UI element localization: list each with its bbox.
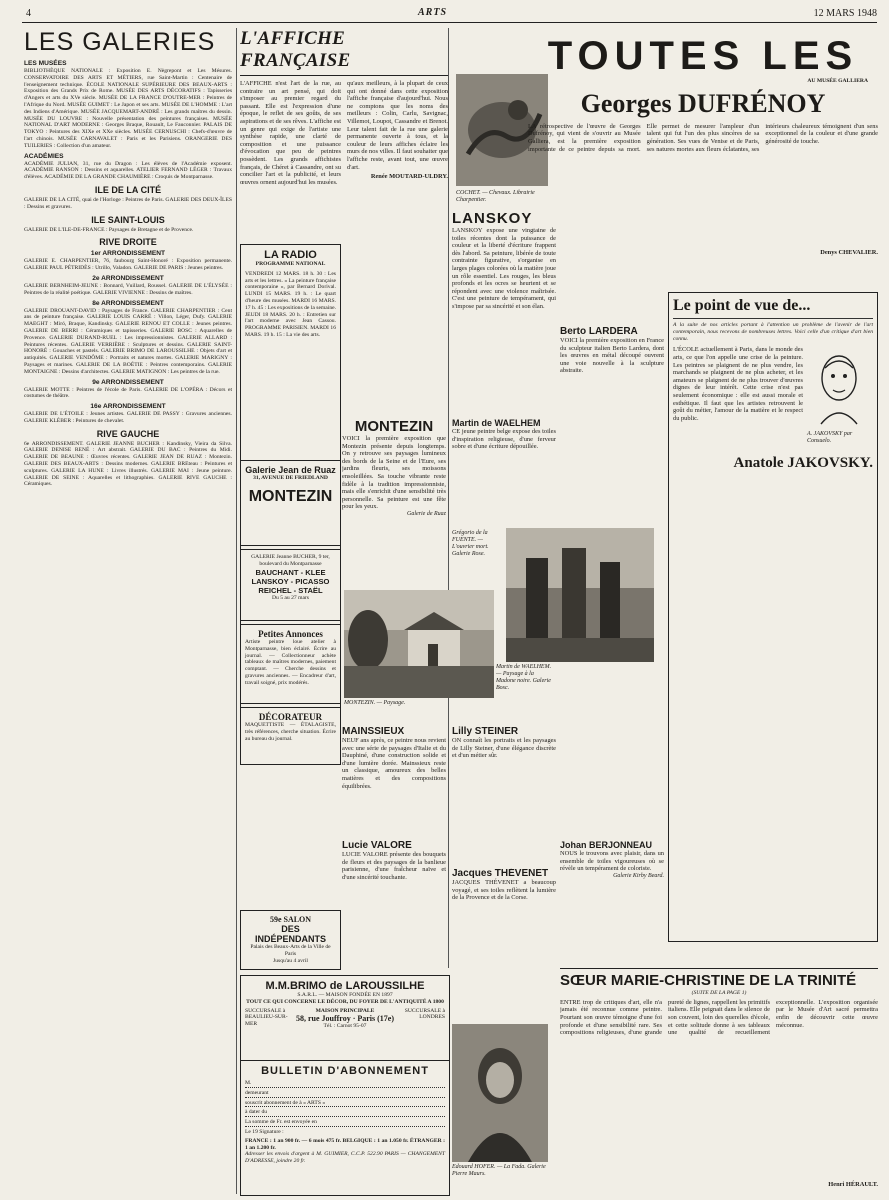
cite-text: GALERIE DE LA CITÉ, quai de l'Horloge : Peintres de Paris. GALERIE DES DEUX-ÎLES : Dessins et gravures. xyxy=(24,196,232,210)
decorateur-title: DÉCORATEUR xyxy=(258,712,323,722)
publication-name: ARTS xyxy=(418,7,448,18)
point-text: L'ÉCOLE actuellement à Paris, dans le monde des arts, ce que l'on appelle une crise de la peinture. Les peintres se plaignent de ne plus vendre, les marchands se plaignent de ne plus acheter, et les amateurs se plaignent de ne plus trouver d'œuvres dignes de leur intérêt. Cette crise n'est pas seulement économique : elle est aussi morale et esthétique. Il faut que les artistes retrouvent le goût du métier, l'amour de la matière et le respect du public. xyxy=(673,346,803,422)
dufrenoy-subtitle: AU MUSÉE GALLIERA xyxy=(807,78,868,84)
musees-text: BIBLIOTHÈQUE NATIONALE : Exposition E. Nègrepont et Les Mésures. CONSERVATOIRE DES ARTS ET MÉTIERS, rue Saint-Martin : Centenaire de l'enseignement technique. ÉCOLE NATIONALE SUPÉRIEURE DES BEAUX-ARTS : Exposition des Grands Prix de Rome. MUSÉE DES ARTS DÉCORATIFS : Tapisseries d'Angers et arts du XVe siècle. MUSÉE DE LA FRANCE D'OUTRE-MER : Peintres de l'Afrique du Nord. MUSÉE GUIMET : Le Japon et ses arts. MUSÉE DE L'HOMME : L'art des Indiens d'Amérique. MUSÉE JACQUEMART-ANDRÉ : Les grands maîtres du dessin. MUSÉE DU LOUVRE : Nouvelle présentation des peintures françaises. MUSÉE NATIONAL D'ART MODERNE : Georges Braque, Rouault, Le Fauconnier. PALAIS DE TOKYO : Peintures des XIXe et XXe siècles. MUSÉE CERNUSCHI : Chefs-d'œuvre de l'art chinois. MUSÉE CARNAVALET : Paris et les Parisiens. ORANGERIE DES TUILERIES : Collection d'un amateur. xyxy=(24,68,232,149)
brimo-phone: Tél. : Carnot 95-07 xyxy=(323,1023,367,1030)
lanskoy-text: LANSKOY expose une vingtaine de toiles récentes dont la puissance de couleur et la liberté d'écriture frappent dès l'abord. Sa peinture, libérée de toute contrainte figurative, s'organise en larges plages colorées où la matière joue un rôle essentiel. Les rouges, les bleus profonds et les ocres se heurtent et se répondent avec une violence maîtrisée. C'est une peinture de tempérament, qui s'impose par sa sincérité et son élan. xyxy=(452,227,556,310)
marie-text: ENTRE trop de critiques d'art, elle n'a jamais été reconnue comme peintre. Pourtant son œuvre témoigne d'une foi profonde et d'une sensibilité rare. Ses compositions religieuses, d'une grande pureté de lignes, rappellent les primitifs italiens. Elle peignait dans le silence de son couvent, loin des querelles d'école, et cette solitude donne à ses tableaux une qualité de recueillement exceptionnelle. L'exposition organisée par le Musée d'Art sacré permettra enfin de découvrir cette œuvre méconnue. xyxy=(560,998,878,1037)
affiche-text-b: qu'aux meilleurs, à la plupart de ceux qui ont donné dans cette exposition l'affiche française d'aujourd'hui. Nous ne comptons que les noms des meilleurs : Colin, Carlu, Savignac, Villemot, Loupot, Cassandre et Brenot. Leur talent fait de la rue une galerie permanente ouverte à tous, et la couleur de leurs affiches éclaire les murs de nos villes. Il faut souhaiter que l'affiche reste, avant tout, une œuvre d'art. xyxy=(347,80,448,171)
thevenet-section xyxy=(452,868,556,968)
divider-2 xyxy=(448,28,449,968)
salon-number: 59e SALON xyxy=(269,915,312,924)
bulletin-line-3: souscrit abonnement de à « ARTS » xyxy=(245,1100,445,1108)
waelhem-caption: Martin de WAELHEM. — Paysage à la Madone noire. Galerie Bosc. xyxy=(496,664,552,691)
thevenet-text: JACQUES THÉVENET a beaucoup voyagé, et ses toiles reflètent la lumière de la Provence et de la Corse. xyxy=(452,879,556,902)
mainssieux-section xyxy=(342,726,446,836)
lanskoy-title: LANSKOY xyxy=(452,210,533,227)
gregorio-caption: Grégorio de la FUENTE. — L'ouvrier mort. Galerie Rose. xyxy=(452,530,489,557)
waelhem-title: Martin de WAELHEM xyxy=(452,418,541,428)
marie-sub: (SUITE DE LA PAGE 1) xyxy=(691,990,747,996)
dufrenoy-artist-name: Georges DUFRÉNOY xyxy=(580,88,826,118)
jakovsky-portrait-sketch xyxy=(807,346,871,426)
musees-label: LES MUSÉES xyxy=(24,60,67,67)
brimo-address: 58, rue Jouffroy · Paris (17e) xyxy=(295,1014,395,1024)
salon-dates: Jusqu'au 4 avril xyxy=(273,957,308,964)
mainssieux-text: NEUF ans après, ce peintre nous revient avec une série de paysages d'Italie et du Dauphiné, d'une construction solide et d'une lumière dorée. Mainssieux reste un classique, amoureux des belles matières et des compositions équilibrées. xyxy=(342,737,446,790)
decorateur-text: MAQUETTISTE — ÉTALAGISTE, très références, cherche situation. Écrire au bureau du journal. xyxy=(245,722,336,742)
issue-date: 12 MARS 1948 xyxy=(813,8,877,19)
brimo-title: M.M.BRIMO de LAROUSSILHE xyxy=(265,980,425,992)
bulletin-line-2: demeurant xyxy=(245,1090,445,1098)
brimo-ad xyxy=(240,975,450,1063)
bucher-dates: Du 5 au 27 mars xyxy=(272,594,309,601)
affiche-author: Renée MOUTARD-ULDRY. xyxy=(370,173,448,181)
bucher-names-3: REICHEL - STAËL xyxy=(258,585,323,595)
bucher-intro: GALERIE Jeanne BUCHER, 9 ter, boulevard du Montparnasse xyxy=(251,554,330,567)
dufrenoy-headline: TOUTES LES xyxy=(547,36,859,78)
brimo-sub: S.A.R.L. — MAISON FONDÉE EN 1897 xyxy=(297,992,393,998)
ruaz-artist: MONTEZIN xyxy=(248,487,333,505)
brimo-left: SUCCURSALE à BEAULIEU-SUR-MER xyxy=(245,1007,288,1028)
galleries-column xyxy=(24,28,232,1194)
rd2-label: 2e ARRONDISSEMENT xyxy=(92,274,164,282)
steiner-text: ON connaît les portraits et les paysages de Lilly Steiner, d'une élégance discrète et d'un métier sûr. xyxy=(452,737,556,760)
mainssieux-title: MAINSSIEUX xyxy=(342,726,405,737)
radio-subtitle: PROGRAMME NATIONAL xyxy=(255,261,326,267)
montezin-text: VOICI la première exposition que Montezin présente depuis longtemps. On y retrouve ses paysages lumineux des bords de la Seine et de l'Eure, ses jardins fleuris, ses moissons ensoleillées. Sa touche vibrante reste fidèle à la tradition impressionniste, mais elle s'enrichit d'une sensibilité très personnelle. Sa peinture est une fête pour les yeux. xyxy=(342,435,446,511)
rd16-label: 16e ARRONDISSEMENT xyxy=(90,403,166,411)
bergonneau-section xyxy=(560,840,664,958)
point-title: Le point de vue de... xyxy=(673,297,811,314)
rive-droite-label: RIVE DROITE xyxy=(99,237,157,248)
radio-text: VENDREDI 12 MARS. 18 h. 30 : Les arts et les lettres. « La peinture française contemporaine », par Bernard Dorival. LUNDI 15 MARS. 19 h. : Le quart d'heure des musées. MARDI 16 MARS. 17 h. 45 : Les expositions de la semaine. JEUDI 18 MARS. 20 h. : Entretien sur l'art moderne avec Jean Cassou. PROGRAMME PARISIEN. MARDI 16 MARS. 19 h. 15 : La vie des arts. xyxy=(245,270,336,338)
stlouis-label: ILE SAINT-LOUIS xyxy=(91,214,165,225)
rd9-label: 9e ARRONDISSEMENT xyxy=(92,378,164,386)
steiner-section xyxy=(452,726,556,856)
dufrenoy-author: Denys CHEVALIER. xyxy=(820,248,878,256)
bulletin-title: BULLETIN D'ABONNEMENT xyxy=(261,1065,429,1077)
decorateur-box xyxy=(240,707,341,765)
ruaz-address: 31, AVENUE DE FRIEDLAND xyxy=(253,475,328,481)
affiche-title: L'AFFICHE FRANÇAISE xyxy=(240,28,448,76)
annonces-title: Petites Annonces xyxy=(258,629,323,639)
rg-text: 6e ARRONDISSEMENT. GALERIE JEANNE BUCHER : Kandinsky, Vieira da Silva. GALERIE DENISE RENÉ : Art abstrait. GALERIE DU BAC : Peintres du Midi. GALERIE DE BEAUNE : Œuvres récentes. GALERIE JEAN DE RUAZ : Montezin. GALERIE DES BEAUX-ARTS : Dessins modernes. GALERIE BREteau : Peintures et sculptures. GALERIE LA HUNE : Livres illustrés. GALERIE MAI : Jeune peinture. GALERIE DE SEINE : Aquarelles et lithographies. GALERIE RIVE GAUCHE : Céramiques. xyxy=(24,440,232,488)
rd1-label: 1er ARRONDISSEMENT xyxy=(90,250,166,258)
jakovsky-signature: Anatole JAKOVSKY. xyxy=(733,455,873,472)
cite-label: ILE DE LA CITÉ xyxy=(94,184,162,195)
rive-gauche-label: RIVE GAUCHE xyxy=(96,428,160,439)
bulletin-address: Adresser les envois d'argent à M. GUIMIER, C.C.P. 522.90 PARIS — CHANGEMENT D'ADRESSE, joindre 20 fr. xyxy=(245,1151,445,1165)
valore-text: LUCIE VALORE présente des bouquets de fleurs et des paysages de la banlieue parisienne, d'une fraîcheur naïve et d'une sincérité touchante. xyxy=(342,851,446,881)
cochet-caption: COCHET. — Chevaux. Librairie Charpentier. xyxy=(456,190,535,203)
montezin-section xyxy=(342,418,446,588)
bergonneau-title: Johan BERJONNEAU xyxy=(560,840,653,850)
rd8-text: GALERIE DROUANT-DAVID : Paysages de France. GALERIE CHARPENTIER : Cent ans de peinture française. GALERIE LOUIS CARRÉ : Villon, Léger, Dufy. GALERIE MAEGHT : Miró, Braque, Kandinsky. GALERIE RENOU ET COLLE : Jeunes peintres. GALERIE DE BERRI : Céramiques et tapisseries. GALERIE BOSC : Aquarelles de Provence. GALERIE DURAND-RUEL : Les impressionnistes. GALERIE ALLARD : Peintures récentes. GALERIE VERRIÈRE : Sculptures et dessins. GALERIE SAINT-HONORÉ : Gouaches et pastels. GALERIE BRIMO DE LAROUSSILHE : Objets d'art et antiquités. GALERIE VENDÔME : Portraits et natures mortes. GALERIE MARIGNY : Paysages et marines. GALERIE DE LA BOÉTIE : Peintres contemporains. GALERIE MONTAIGNE : Dessins d'architectes. GALERIE MATIGNON : Les peintres de la rue. xyxy=(24,307,232,375)
montezin-title: MONTEZIN xyxy=(354,418,434,435)
galleries-title: LES GALERIES xyxy=(24,28,216,56)
lardera-title: Berto LARDERA xyxy=(560,326,638,337)
annonces-text: Artiste peintre loue atelier à Montparnasse, bien éclairé. Écrire au journal. — Collectionneur achète tableaux de maîtres modernes, paiement comptant. — Cherche dessins et gravures anciennes. — Encadreur d'art, travail soigné, prix modérés. xyxy=(245,639,336,686)
rd2-text: GALERIE BERNHEIM-JEUNE : Bonnard, Vuillard, Roussel. GALERIE DE L'ÉLYSÉE : Peintres de la réalité poétique. GALERIE VIVIENNE : Dessins de maîtres. xyxy=(24,282,232,296)
rd9-text: GALERIE MOTTE : Peintres de l'école de Paris. GALERIE DE L'OPÉRA : Décors et costumes de théâtre. xyxy=(24,386,232,400)
montezin-photo xyxy=(344,590,494,698)
salon-place: Palais des Beaux-Arts de la Ville de Paris xyxy=(250,944,331,957)
bucher-names-2: LANSKOY - PICASSO xyxy=(251,576,330,586)
waelhem-section xyxy=(452,418,556,528)
steiner-title: Lilly STEINER xyxy=(452,726,519,737)
bucher-names-1: BAUCHANT - KLEE xyxy=(255,567,326,577)
academies-text: ACADÉMIE JULIAN, 31, rue du Dragon : Les élèves de l'Académie exposent. ACADÉMIE RANSON : Dessins et aquarelles. ATELIER FERNAND LÉGER : Travaux d'élèves. ACADÉMIE DE LA GRANDE CHAUMIÈRE : Croquis de Montparnasse. xyxy=(24,160,232,181)
hofer-photo xyxy=(452,1024,548,1162)
dufrenoy-section xyxy=(528,36,878,288)
rd16-text: GALERIE DE L'ÉTOILE : Jeunes artistes. GALERIE DE PASSY : Gravures anciennes. GALERIE KLÉBER : Peintures de chevalet. xyxy=(24,411,232,424)
salon-box xyxy=(240,910,341,970)
lardera-text: VOICI la première exposition en France du sculpteur italien Berto Lardera, dont les œuvres en métal découpé ouvrent une voie nouvelle à la sculpture abstraite. xyxy=(560,337,664,375)
ads-stack xyxy=(240,460,341,840)
radio-title: LA RADIO xyxy=(264,249,317,261)
bulletin-rates: FRANCE : 1 an 900 fr. — 6 mois 475 fr. BELGIQUE : 1 an 1.050 fr. ÉTRANGER : 1 an 1.200 fr. xyxy=(245,1137,445,1151)
montezin-credit: Galerie de Ruaz xyxy=(407,510,446,517)
waelhem-text: CE jeune peintre belge expose des toiles d'inspiration religieuse, d'une ferveur sobre et d'une écriture dépouillée. xyxy=(452,428,556,451)
affiche-text-a: L'AFFICHE n'est l'art de la rue, au contraire un art pensé, qui doit s'imposer au premier regard du passant. Elle est l'expression d'une époque, le reflet de ses goûts, de ses aspirations et de ses rêves. L'affiche est un genre qui exige de l'artiste une synthèse rapide, une clarté de composition et une puissance d'évocation que peu de peintres possèdent. Les grands affichistes français, de Chéret à Cassandre, ont su concilier l'art et la publicité, et leurs œuvres ornent aujourd'hui les musées. xyxy=(240,80,341,186)
ruaz-box xyxy=(240,460,341,546)
bulletin-line-4: à dater du xyxy=(245,1109,445,1117)
rd8-label: 8e ARRONDISSEMENT xyxy=(92,299,164,307)
annonces-box xyxy=(240,624,341,704)
gregorio-photo xyxy=(506,528,654,662)
marie-author: Henri HÉRAULT. xyxy=(828,1180,878,1188)
brimo-right: SUCCURSALE à LONDRES xyxy=(404,1007,445,1021)
bulletin-box xyxy=(240,1060,450,1196)
stlouis-text: GALERIE DE L'ILE-DE-FRANCE : Paysages de Bretagne et de Provence. xyxy=(24,226,194,233)
marie-title: SŒUR MARIE-CHRISTINE DE LA TRINITÉ xyxy=(560,968,878,989)
brimo-main: MAISON PRINCIPALE xyxy=(315,1007,375,1014)
valore-title: Lucie VALORE xyxy=(342,840,412,851)
montezin-photo-caption: MONTEZIN. — Paysage. xyxy=(344,700,406,706)
salon-title: DES INDÉPENDANTS xyxy=(254,924,326,944)
rd1-text: GALERIE E. CHARPENTIER, 76, faubourg Saint-Honoré : Exposition permanente. GALERIE PAUL PÉTRIDÈS : Utrillo, Valadon. GALERIE DE PARIS : Jeunes peintres. xyxy=(24,258,232,272)
page-number: 4 xyxy=(26,8,31,19)
brimo-line: TOUT CE QUI CONCERNE LE DÉCOR, DU FOYER DE L'ANTIQUITÉ A 1800 xyxy=(246,998,444,1005)
valore-section xyxy=(342,840,446,920)
ruaz-title: Galerie Jean de Ruaz xyxy=(245,465,336,475)
hofer-caption: Edouard HOFER. — La Fada. Galerie Pierre Maurs. xyxy=(452,1164,546,1177)
bulletin-line-6: Le 19 Signature : xyxy=(245,1128,284,1135)
point-intro: A la suite de nos articles portant à l'attention un problème de l'avenir de l'art contemporain, nous recevons de nombreuses lettres. Voici celle d'un critique d'art bien connu. xyxy=(673,322,873,342)
portrait-caption: A. JAKOVSKY par Consuelo. xyxy=(807,431,853,445)
academies-label: ACADÉMIES xyxy=(24,152,64,160)
bergonneau-text: NOUS le trouvons avec plaisir, dans un ensemble de toiles vigoureuses où se révèle un tempérament de coloriste. xyxy=(560,850,664,873)
bulletin-line-5: La somme de Fr. est envoyée en xyxy=(245,1119,445,1127)
thevenet-title: Jacques THÉVENET xyxy=(452,868,549,879)
point-de-vue-box xyxy=(668,292,878,942)
header-rule xyxy=(22,22,877,23)
divider-1 xyxy=(236,28,237,1194)
bergonneau-caption: Galerie Kirby Beard. xyxy=(613,872,664,879)
bulletin-line-1: M. xyxy=(245,1080,445,1088)
bucher-box xyxy=(240,549,341,621)
page-header xyxy=(0,6,889,22)
lardera-section xyxy=(560,326,664,536)
marie-christine-section xyxy=(560,968,878,1194)
dufrenoy-text: LA rétrospective de l'œuvre de Georges Dufrénoy, qui vient de s'ouvrir au Musée Galliera, est la première exposition importante de ce peintre depuis sa mort. Elle permet de mesurer l'ampleur d'un talent qui fut l'un des plus sincères de sa génération. Ses vues de Venise et de Paris, ses natures mortes aux fleurs éclatantes, ses intérieurs chaleureux témoignent d'un sens exceptionnel de la couleur et d'une grande générosité de touche. xyxy=(528,122,878,153)
